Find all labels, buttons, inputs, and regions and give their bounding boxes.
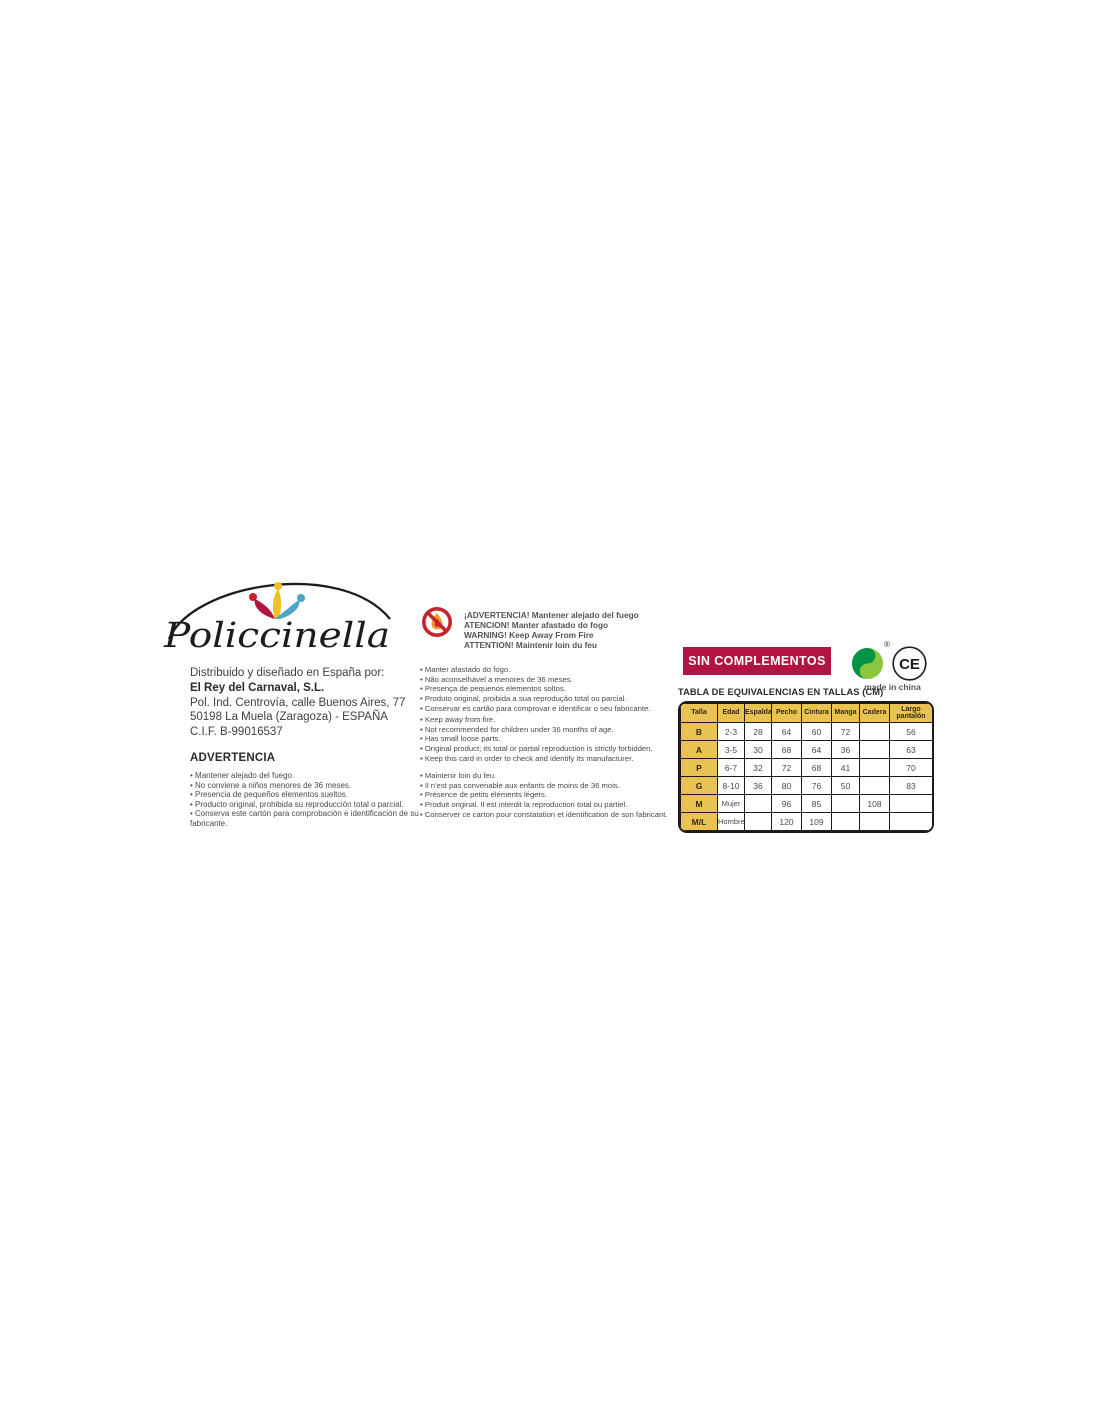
size-cell bbox=[860, 723, 890, 741]
bullet-item: • Mantener alejado del fuego. bbox=[190, 771, 432, 781]
size-table-header-cell: Cadera bbox=[860, 704, 890, 723]
size-table-header-cell: Pecho bbox=[772, 704, 802, 723]
logo-wordmark: Policcinella bbox=[163, 616, 390, 656]
size-table-header-cell: Cintura bbox=[802, 704, 832, 723]
bullet-item: • Manter afastado do fogo. bbox=[420, 665, 668, 675]
size-cell: 70 bbox=[890, 759, 933, 777]
size-cell: 6-7 bbox=[718, 759, 745, 777]
bullet-item: • Presença de pequenos elementos soltos. bbox=[420, 684, 668, 694]
size-table-header-row bbox=[681, 704, 933, 723]
size-cell: 36 bbox=[745, 777, 772, 795]
size-table bbox=[680, 703, 933, 831]
size-cell: 41 bbox=[832, 759, 860, 777]
company-name: El Rey del Carnaval, S.L. bbox=[190, 681, 325, 694]
advertencia-list bbox=[190, 771, 432, 829]
warnings-portuguese bbox=[420, 665, 668, 714]
no-fire-icon bbox=[421, 606, 453, 638]
size-cell: 72 bbox=[772, 759, 802, 777]
size-cell bbox=[860, 777, 890, 795]
size-table-row bbox=[681, 741, 933, 759]
size-cell: 76 bbox=[802, 777, 832, 795]
bullet-item: • Keep away from fire. bbox=[420, 715, 668, 725]
size-cell bbox=[890, 795, 933, 813]
bullet-item: • Não aconselhável a menores de 36 meses. bbox=[420, 675, 668, 685]
size-cell: 108 bbox=[860, 795, 890, 813]
bullet-item: • Conserver ce carton pour constatation et identification de son fabricant. bbox=[420, 810, 668, 820]
bullet-item: • Présence de petits éléments légers. bbox=[420, 790, 668, 800]
size-cell: 50 bbox=[832, 777, 860, 795]
size-cell bbox=[832, 795, 860, 813]
bullet-item: • No conviene a niños menores de 36 meses. bbox=[190, 781, 432, 791]
size-cell: 36 bbox=[832, 741, 860, 759]
size-cell: 30 bbox=[745, 741, 772, 759]
size-cell: 85 bbox=[802, 795, 832, 813]
size-table-header-cell: Espalda bbox=[745, 704, 772, 723]
ce-mark-icon bbox=[892, 646, 927, 681]
advertencia-title: ADVERTENCIA bbox=[190, 752, 276, 764]
size-cell: Mujer bbox=[718, 795, 745, 813]
bullet-item: • Conservar es cartão para comprovar e identificar o seu fabricante. bbox=[420, 704, 668, 714]
size-cell-talla: P bbox=[681, 759, 718, 777]
size-table-header-cell: Talla bbox=[681, 704, 718, 723]
size-cell: 80 bbox=[772, 777, 802, 795]
size-table-row bbox=[681, 759, 933, 777]
size-cell: 32 bbox=[745, 759, 772, 777]
bullet-item: • Keep this card in order to check and identify its manufacturer. bbox=[420, 754, 668, 764]
size-table-header bbox=[681, 704, 933, 723]
size-cell: 64 bbox=[772, 723, 802, 741]
warnings-french bbox=[420, 771, 668, 820]
svg-text:CE: CE bbox=[899, 656, 920, 673]
size-cell bbox=[860, 741, 890, 759]
size-cell: 60 bbox=[802, 723, 832, 741]
size-cell bbox=[890, 813, 933, 831]
size-cell: 72 bbox=[832, 723, 860, 741]
company-cif: C.I.F. B-99016537 bbox=[190, 726, 283, 739]
size-cell: Hombre bbox=[718, 813, 745, 831]
bullet-item: • Producto original, prohibida su reproducción total o parcial. bbox=[190, 800, 432, 810]
bullet-item: • Presencia de pequeños elementos sueltos. bbox=[190, 790, 432, 800]
distributor-intro: Distribuido y diseñado en España por: bbox=[190, 667, 385, 679]
size-cell-talla: B bbox=[681, 723, 718, 741]
size-cell bbox=[860, 759, 890, 777]
size-cell bbox=[745, 813, 772, 831]
bullet-item: WARNING! Keep Away From Fire bbox=[464, 629, 594, 640]
size-cell: 120 bbox=[772, 813, 802, 831]
size-cell bbox=[860, 813, 890, 831]
address-line-2: 50198 La Muela (Zaragoza) - ESPAÑA bbox=[190, 711, 388, 724]
size-table-row bbox=[681, 723, 933, 741]
size-table-wrap bbox=[678, 701, 934, 833]
bullet-item: ¡ADVERTENCIA! Mantener alejado del fuego bbox=[464, 610, 639, 620]
size-table-header-cell: Largo pantalón bbox=[890, 704, 933, 723]
bullet-item: • Not recommended for children under 36 months of age. bbox=[420, 725, 668, 735]
bullet-item: ATENCION! Manter afastado do fogo bbox=[464, 619, 609, 630]
size-cell: 63 bbox=[890, 741, 933, 759]
size-cell bbox=[745, 795, 772, 813]
bullet-item: • Has small loose parts. bbox=[420, 734, 668, 744]
bullet-item: • Conserva este cartón para comprobación e identificación de su fabricante. bbox=[190, 809, 432, 828]
size-table-header-cell: Manga bbox=[832, 704, 860, 723]
size-cell: 83 bbox=[890, 777, 933, 795]
size-cell: 3-5 bbox=[718, 741, 745, 759]
size-cell-talla: A bbox=[681, 741, 718, 759]
size-cell-talla: G bbox=[681, 777, 718, 795]
size-table-title: TABLA DE EQUIVALENCIAS EN TALLAS (CM) bbox=[678, 687, 884, 697]
size-cell-talla: M/L bbox=[681, 813, 718, 831]
fire-warning-lines bbox=[464, 611, 664, 651]
bullet-item: • Maintenir loin du feu. bbox=[420, 771, 668, 781]
size-table-body bbox=[681, 723, 933, 831]
bullet-item: • Il n'est pas convenable aux enfants de moins de 36 mois. bbox=[420, 781, 668, 791]
size-table-row bbox=[681, 795, 933, 813]
bullet-item: ATTENTION! Maintenir loin du feu bbox=[464, 639, 598, 650]
bullet-item: • Original product; its total or partial reproduction is strictly forbidden. bbox=[420, 744, 668, 754]
bullet-item: • Produit original. Il est interdit la reproduction total ou partiel. bbox=[420, 800, 668, 810]
made-in-label: made in china bbox=[864, 682, 921, 692]
warnings-english bbox=[420, 715, 668, 764]
distributor-block bbox=[190, 666, 440, 740]
size-cell: 68 bbox=[772, 741, 802, 759]
brand-logo bbox=[163, 573, 398, 658]
green-dot-recycling-icon bbox=[851, 647, 884, 680]
size-table-row bbox=[681, 813, 933, 831]
size-cell: 64 bbox=[802, 741, 832, 759]
address-line-1: Pol. Ind. Centrovía, calle Buenos Aires, 77 bbox=[190, 696, 406, 709]
size-cell: 68 bbox=[802, 759, 832, 777]
size-cell: 28 bbox=[745, 723, 772, 741]
bullet-item: • Produto original, proibida a sua reprodução total ou parcial. bbox=[420, 694, 668, 704]
size-cell: 56 bbox=[890, 723, 933, 741]
sin-complementos-badge: SIN COMPLEMENTOS bbox=[683, 647, 831, 675]
size-table-row bbox=[681, 777, 933, 795]
size-cell: 109 bbox=[802, 813, 832, 831]
registered-trademark-symbol: ® bbox=[884, 640, 890, 649]
size-cell bbox=[832, 813, 860, 831]
size-table-header-cell: Edad bbox=[718, 704, 745, 723]
size-cell: 2-3 bbox=[718, 723, 745, 741]
size-cell-talla: M bbox=[681, 795, 718, 813]
size-cell: 8-10 bbox=[718, 777, 745, 795]
size-cell: 96 bbox=[772, 795, 802, 813]
